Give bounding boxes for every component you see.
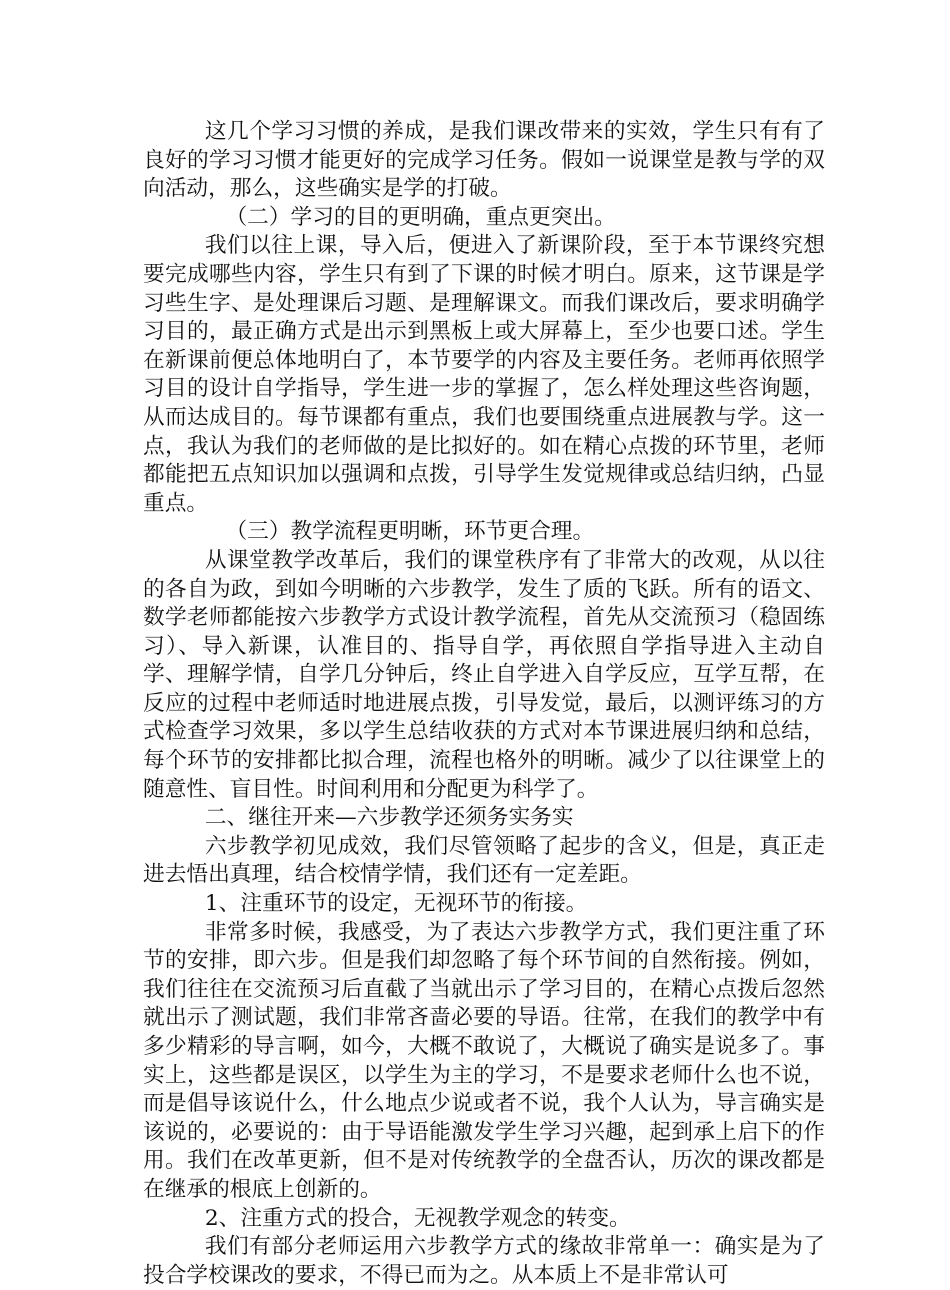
paragraph-six-step-process: 从课堂教学改革后，我们的课堂秩序有了非常大的改观，从以往的各自为政，到如今明晰的六步教学，发生了质的飞跃。所有的语文、数学老师都能按六步教学方式设计教学流程，首先从交流预习（稳固练习）、导入新课，认准目的、指导自学，再依照自学指导进入主动自学、理解学情，自学几分钟后，终止自学进入自学反应，互学互帮，在反应的过程中老师适时地进展点拨，引导发觉，最后，以测评练习的方式检查学习效果，多以学生总结收获的方式对本节课进展归纳和总结，每个环节的安排都比拟合理，流程也格外的明晰。减少了以往课堂上的随意性、盲目性。时间利用和分配更为科学了。: [143, 547, 825, 802]
subheading-point-2: 2、注重方式的投合，无视教学观念的转变。: [204, 1205, 631, 1231]
paragraph-study-habits: 这几个学习习惯的养成，是我们课改带来的实效，学生只有有了良好的学习习惯才能更好的完成学习任务。假如一说课堂是教与学的双向活动，那么，这些确实是学的打破。: [143, 119, 825, 202]
paragraph-transitions: 非常多时候，我感受，为了表达六步教学方式，我们更注重了环节的安排，即六步。但是我们却忽略了每个环节间的自然衔接。例如，我们往往在交流预习后直截了当就出示了学习目的，在精心点拨后忽然就出示了测试题，我们非常吝啬必要的导语。往常，在我们的教学中有多少精彩的导言啊，如今，大概不敢说了，大概说了确实是说多了。事实上，这些都是误区，以学生为主的学习，不是要求老师什么也不说，而是倡导该说什么，什么地点少说或者不说，我个人认为，导言确实是该说的，必要说的：由于导语能激发学生学习兴趣，起到承上启下的作用。我们在改革更新，但不是对传统教学的全盘否认，历次的课改都是在继承的根底上创新的。: [143, 919, 825, 1202]
heading-goals-clearer: （二）学习的目的更明确，重点更突出。: [225, 204, 616, 230]
heading-process-clearer: （三）教学流程更明晰，环节更合理。: [225, 519, 595, 545]
document-page: [143, 118, 825, 1290]
paragraph-method-motivation: 我们有部分老师运用六步教学方式的缘故非常单一：确实是为了投合学校课改的要求，不得已而为之。从本质上不是非常认可: [143, 1234, 825, 1288]
subheading-point-1: 1、注重环节的设定，无视环节的衔接。: [204, 891, 588, 917]
paragraph-learning-goals: 我们以往上课，导入后，便进入了新课阶段，至于本节课终究想要完成哪些内容，学生只有到了下课的时候才明白。原来，这节课是学习些生字、是处理课后习题、是理解课文。而我们课改后，要求明确学习目的，最正确方式是出示到黑板上或大屏幕上，至少也要口述。学生在新课前便总体地明白了，本节要学的内容及主要任务。老师再依照学习目的设计自学指导，学生进一步的掌握了，怎么样处理这些咨询题，从而达成目的。每节课都有重点，我们也要围绕重点进展教与学。这一点，我认为我们的老师做的是比拟好的。如在精心点拨的环节里，老师都能把五点知识加以强调和点拨，引导学生发觉规律或总结归纳，凸显重点。: [143, 233, 825, 516]
section-heading-continue: 二、继往开来—六步教学还须务实务实: [204, 805, 574, 831]
paragraph-initial-results: 六步教学初见成效，我们尽管领略了起步的含义，但是，真正走进去悟出真理，结合校情学情，我们还有一定差距。: [143, 833, 825, 888]
